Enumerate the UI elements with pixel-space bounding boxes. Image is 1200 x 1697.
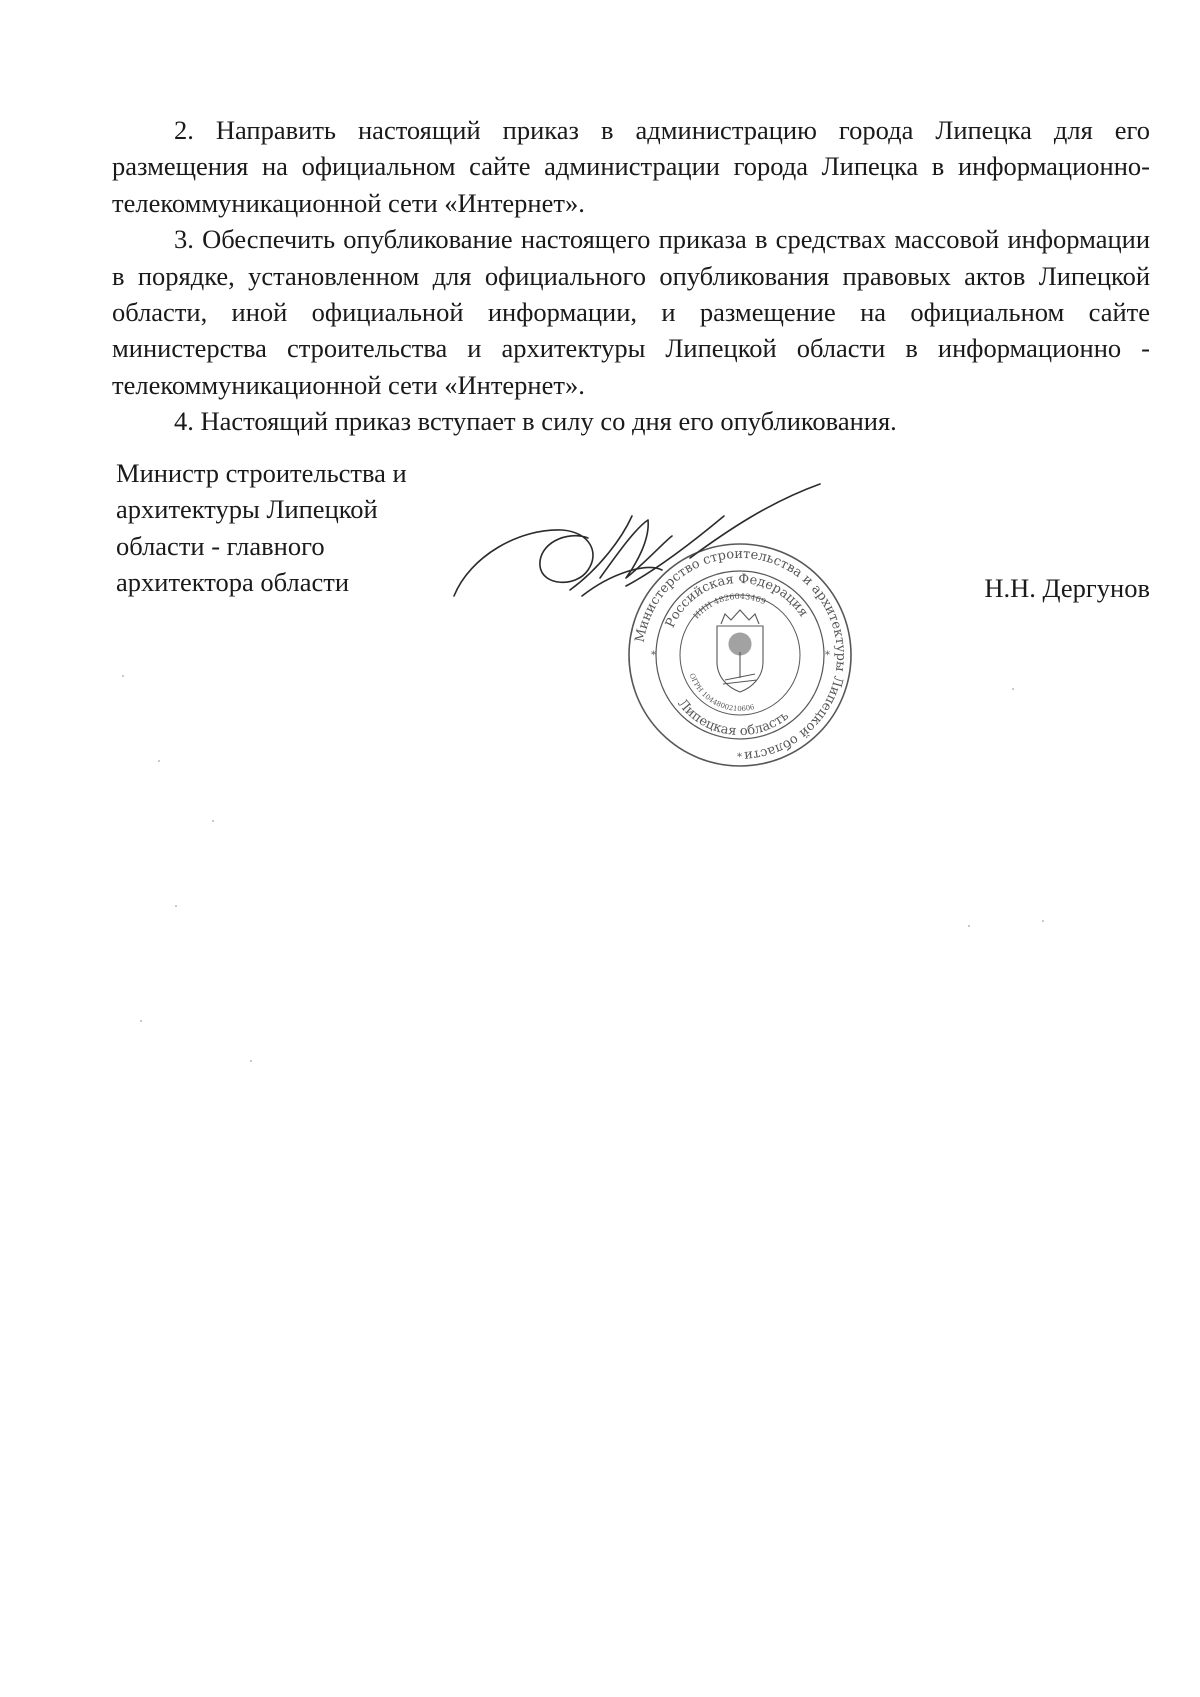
seal-top-text: Российская Федерация: [662, 571, 811, 631]
scan-speck: [122, 675, 124, 677]
scan-speck: [250, 1060, 252, 1062]
position-line-3: области - главного: [116, 530, 325, 561]
scan-speck: [1012, 688, 1014, 690]
position-line-2: архитектуры Липецкой: [116, 494, 378, 525]
seal-bottom-text: Липецкая область: [674, 696, 792, 740]
scan-speck: [175, 905, 177, 907]
svg-text:*: *: [737, 752, 742, 763]
coat-of-arms-icon: [717, 610, 763, 692]
seal-outer-text: Министерство строительства и архитектуры Липецкой области: [632, 546, 849, 764]
paragraph-3: 3. Обеспечить опубликование настоящего приказа в средствах массовой информации в порядке, установленном для официального опубликования правовых актов Липецкой области, иной официальной информации, и размещение на официальном сайте министерства строительства и архитектуры Липецкой области в информационно - телекоммуникационной сети «Интернет».: [112, 224, 1150, 400]
paragraph-2: 2. Направить настоящий приказ в администрацию города Липецка для его размещения на официальном сайте администрации города Липецка в информационно-телекоммуникационной сети «Интернет».: [112, 115, 1150, 218]
official-seal: [625, 540, 855, 770]
document-body: [112, 112, 1150, 440]
scan-speck: [158, 760, 160, 762]
scan-speck: [140, 1020, 142, 1022]
scan-speck: [968, 925, 970, 927]
signatory-position: [116, 455, 436, 601]
scan-speck: [1042, 920, 1044, 922]
signatory-name: Н.Н. Дергунов: [984, 573, 1150, 603]
svg-text:*: *: [825, 650, 830, 661]
seal-ogrn-text: ОГРН 1044800210606: [687, 672, 756, 714]
paragraph-4: 4. Настоящий приказ вступает в силу со дня его опубликования.: [174, 406, 897, 437]
scan-speck: [212, 820, 214, 822]
position-line-4: архитектора области: [116, 567, 350, 598]
seal-inn-text: ИНН 4826043469: [691, 591, 768, 621]
position-line-1: Министр строительства и: [116, 458, 407, 488]
svg-text:*: *: [651, 650, 656, 661]
